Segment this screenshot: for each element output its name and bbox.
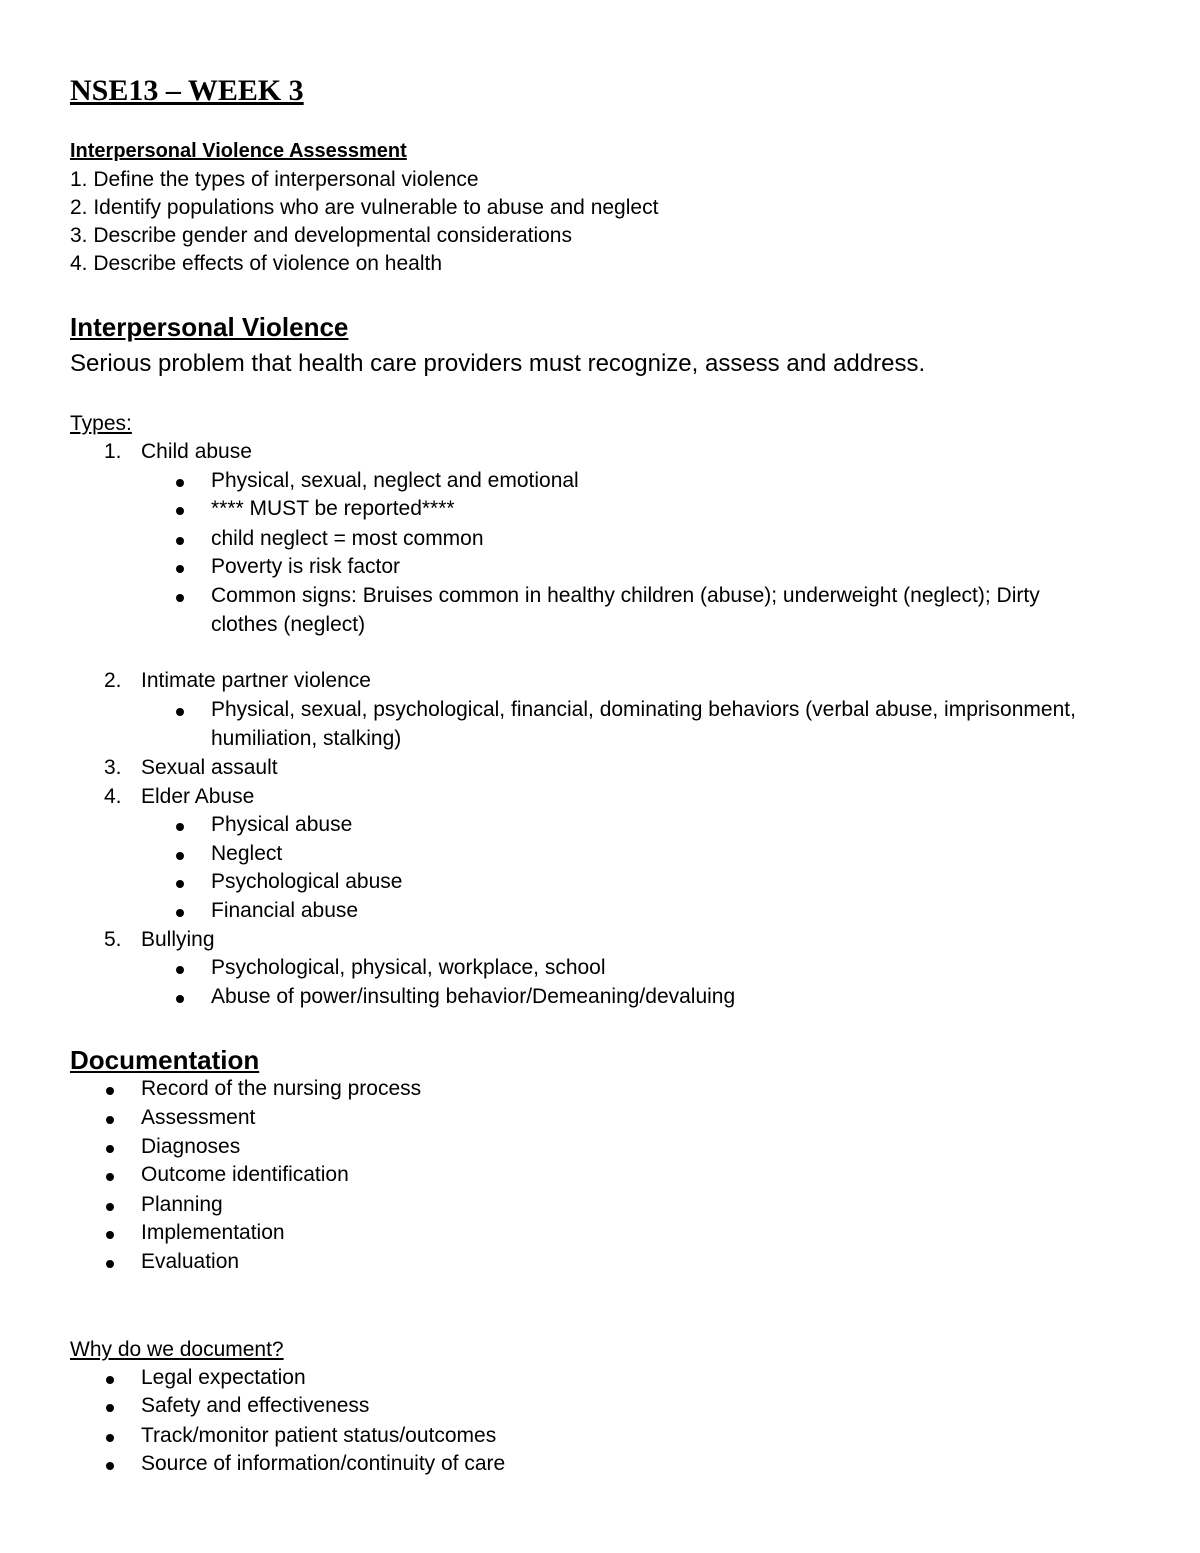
- list-item: Physical abuse: [211, 813, 353, 836]
- why-heading: Why do we document?: [70, 1338, 284, 1361]
- bullet-icon: [176, 995, 184, 1003]
- bullet-icon: [106, 1173, 114, 1181]
- list-item: Outcome identification: [141, 1163, 349, 1186]
- bullet-icon: [106, 1087, 114, 1095]
- bullet-icon: [176, 823, 184, 831]
- type-number: 1.: [104, 440, 122, 463]
- list-item: Financial abuse: [211, 899, 359, 922]
- bullet-icon: [106, 1376, 114, 1384]
- bullet-icon: [106, 1145, 114, 1153]
- bullet-icon: [176, 537, 184, 545]
- list-item: Physical, sexual, psychological, financial, dominating behaviors (verbal abuse, imprisonment,: [211, 698, 1076, 721]
- type-number: 2.: [104, 669, 122, 692]
- violence-heading: Interpersonal Violence: [70, 312, 349, 342]
- list-item: Assessment: [141, 1106, 256, 1129]
- list-item: Record of the nursing process: [141, 1077, 422, 1100]
- bullet-icon: [106, 1116, 114, 1124]
- list-item: Track/monitor patient status/outcomes: [141, 1424, 497, 1447]
- bullet-icon: [176, 565, 184, 573]
- list-item-continuation: clothes (neglect): [211, 613, 366, 636]
- list-item: child neglect = most common: [211, 527, 484, 550]
- bullet-icon: [106, 1203, 114, 1211]
- list-item: Diagnoses: [141, 1135, 241, 1158]
- types-label: Types:: [70, 412, 132, 435]
- bullet-icon: [176, 507, 184, 515]
- violence-subtitle: Serious problem that health care providers must recognize, assess and address.: [70, 350, 926, 377]
- list-item: Psychological, physical, workplace, school: [211, 956, 606, 979]
- type-label: Bullying: [141, 928, 215, 951]
- list-item: Safety and effectiveness: [141, 1394, 370, 1417]
- list-item: Abuse of power/insulting behavior/Demeaning/devaluing: [211, 985, 736, 1008]
- bullet-icon: [106, 1462, 114, 1470]
- type-number: 5.: [104, 928, 122, 951]
- type-label: Intimate partner violence: [141, 669, 371, 692]
- list-item: Physical, sexual, neglect and emotional: [211, 469, 579, 492]
- bullet-icon: [176, 852, 184, 860]
- list-item: Implementation: [141, 1221, 285, 1244]
- bullet-icon: [106, 1404, 114, 1412]
- type-label: Child abuse: [141, 440, 252, 463]
- bullet-icon: [176, 966, 184, 974]
- list-item: Neglect: [211, 842, 283, 865]
- list-item: Planning: [141, 1193, 223, 1216]
- objective-item: 2. Identify populations who are vulnerable to abuse and neglect: [70, 196, 659, 219]
- list-item: Poverty is risk factor: [211, 555, 401, 578]
- objective-item: 1. Define the types of interpersonal violence: [70, 168, 479, 191]
- bullet-icon: [176, 909, 184, 917]
- bullet-icon: [176, 708, 184, 716]
- list-item-continuation: humiliation, stalking): [211, 727, 402, 750]
- bullet-icon: [106, 1434, 114, 1442]
- bullet-icon: [176, 880, 184, 888]
- list-item: Source of information/continuity of care: [141, 1452, 506, 1475]
- objective-item: 3. Describe gender and developmental considerations: [70, 224, 572, 247]
- bullet-icon: [176, 594, 184, 602]
- list-item: **** MUST be reported****: [211, 497, 455, 520]
- list-item: Legal expectation: [141, 1366, 306, 1389]
- type-label: Elder Abuse: [141, 785, 255, 808]
- objective-item: 4. Describe effects of violence on health: [70, 252, 443, 275]
- bullet-icon: [106, 1231, 114, 1239]
- type-number: 3.: [104, 756, 122, 779]
- list-item: Common signs: Bruises common in healthy children (abuse); underweight (neglect); Dirty: [211, 584, 1040, 607]
- bullet-icon: [176, 479, 184, 487]
- documentation-heading: Documentation: [70, 1045, 260, 1075]
- objectives-heading: Interpersonal Violence Assessment: [70, 140, 407, 162]
- document-title: NSE13 – WEEK 3: [70, 74, 304, 107]
- list-item: Evaluation: [141, 1250, 240, 1273]
- type-number: 4.: [104, 785, 122, 808]
- type-label: Sexual assault: [141, 756, 278, 779]
- bullet-icon: [106, 1260, 114, 1268]
- list-item: Psychological abuse: [211, 870, 403, 893]
